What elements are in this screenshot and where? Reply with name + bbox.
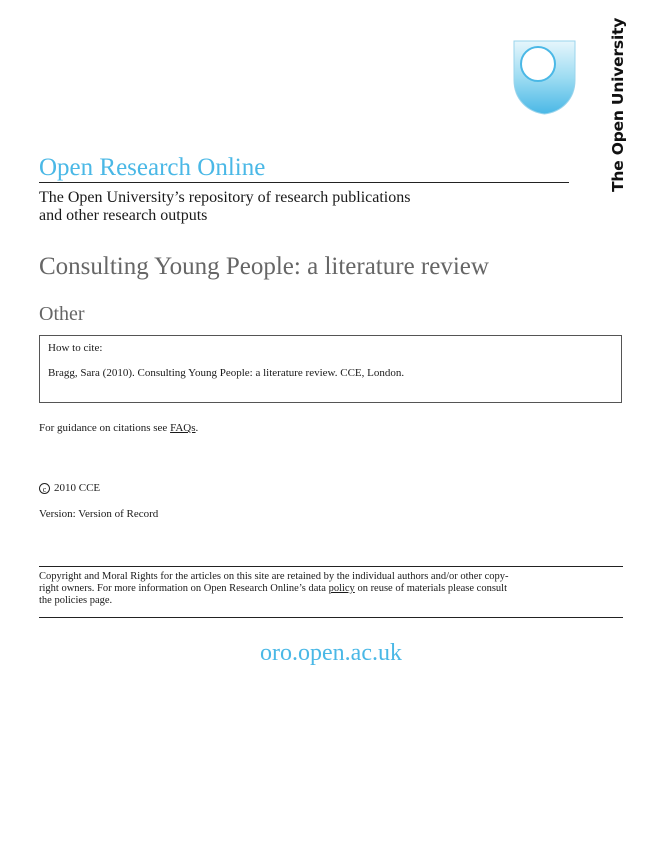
rights-line-3: the policies page. — [39, 595, 113, 606]
rights-line-1: Copyright and Moral Rights for the articles on this site are retained by the individual authors and/or other copy- — [39, 571, 509, 582]
rights-line-2-prefix: right owners. For more information on Open Research Online’s data — [39, 583, 329, 594]
repository-subtitle — [39, 189, 519, 225]
rights-line-2-suffix: on reuse of materials please consult — [354, 583, 508, 594]
copyright-icon: c — [39, 483, 50, 494]
rights-statement — [39, 571, 623, 607]
open-university-logo — [513, 40, 576, 115]
citation-text: Bragg, Sara (2010). Consulting Young People: a literature review. CCE, London. — [48, 367, 405, 379]
rights-top-divider — [39, 566, 623, 567]
open-university-shield-icon — [513, 40, 576, 115]
policy-link[interactable]: policy — [328, 583, 355, 594]
citation-label: How to cite: — [48, 342, 103, 354]
copyright-line — [39, 481, 100, 495]
citation-box — [39, 335, 622, 403]
university-wordmark — [606, 17, 630, 194]
title-divider — [39, 182, 569, 183]
guidance-prefix: For guidance on citations see — [39, 422, 171, 434]
document-title: Consulting Young People: a literature review — [39, 253, 489, 280]
subtitle-line-2: and other research outputs — [39, 207, 208, 224]
repository-title: Open Research Online — [39, 154, 266, 181]
rights-bottom-divider — [39, 617, 623, 618]
version-line: Version: Version of Record — [39, 508, 159, 520]
rights-line-2 — [39, 583, 623, 595]
faqs-link[interactable]: FAQs — [170, 422, 196, 434]
document-type: Other — [39, 303, 85, 325]
university-name-label: The Open University — [609, 17, 627, 192]
repository-url-link[interactable]: oro.open.ac.uk — [260, 640, 402, 666]
copyright-holder: 2010 CCE — [54, 482, 101, 494]
subtitle-line-1: The Open University’s repository of research publications — [39, 189, 411, 206]
citation-guidance — [39, 421, 198, 435]
guidance-suffix: . — [195, 422, 199, 434]
